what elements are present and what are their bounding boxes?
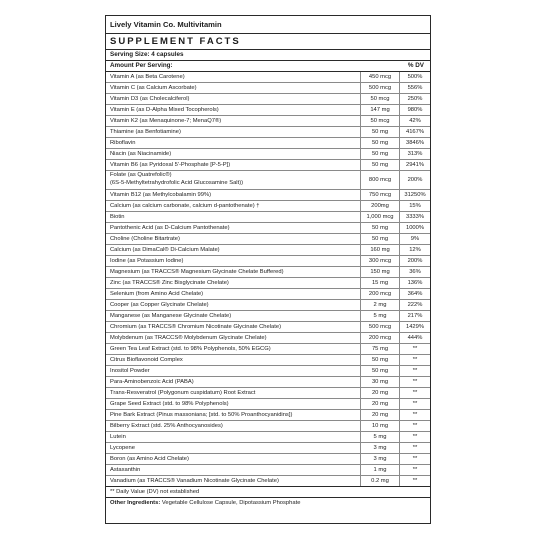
nutrient-row — [106, 311, 430, 322]
nutrient-amount: 20 mg — [360, 410, 400, 420]
nutrient-dv: 42% — [409, 118, 421, 124]
nutrient-dv: 364% — [407, 291, 423, 297]
nutrient-name-text: Molybdenum (as TRACCS® Molybdenum Glycinate Chelate) — [110, 335, 267, 341]
nutrient-name — [106, 454, 360, 464]
nutrient-amount: 200 mcg — [360, 289, 400, 299]
nutrient-amount: 300 mcg — [360, 256, 400, 266]
nutrient-amount: 450 mcg — [360, 72, 400, 82]
nutrient-dv: ** — [412, 467, 418, 473]
nutrient-name-text: Choline (Choline Bitartrate) — [110, 236, 180, 242]
nutrient-amount: 150 mg — [360, 267, 400, 277]
nutrient-dv: 36% — [409, 269, 421, 275]
nutrient-amount: 500 mcg — [360, 322, 400, 332]
nutrient-row — [106, 212, 430, 223]
nutrient-amount: 3 mg — [360, 443, 400, 453]
nutrient-name — [106, 289, 360, 299]
nutrient-row — [106, 399, 430, 410]
nutrient-row — [106, 278, 430, 289]
nutrient-name-text: Vitamin D3 (as Cholecalciferol) — [110, 96, 190, 102]
nutrient-dv: 313% — [407, 151, 423, 157]
nutrient-name-text: Citrus Bioflavonoid Complex — [110, 357, 183, 363]
dv-header: % DV — [407, 62, 424, 69]
nutrient-name — [106, 105, 360, 115]
nutrient-name-text: Pantothenic Acid (as D-Calcium Pantothenate) — [110, 225, 230, 231]
nutrient-name — [106, 160, 360, 170]
nutrient-name-text: Vitamin E (as D-Alpha Mixed Tocopherols) — [110, 107, 219, 113]
nutrient-name-text: Iodine (as Potassium Iodine) — [110, 258, 184, 264]
nutrient-name — [106, 366, 360, 376]
nutrient-row — [106, 190, 430, 201]
nutrient-name — [106, 245, 360, 255]
nutrient-dv: 980% — [407, 107, 423, 113]
nutrient-row — [106, 267, 430, 278]
nutrient-name-text: Boron (as Amino Acid Chelate) — [110, 456, 189, 462]
nutrient-name — [106, 234, 360, 244]
nutrient-name — [106, 171, 360, 189]
nutrient-amount: 50 mg — [360, 138, 400, 148]
nutrient-dv: 3333% — [405, 214, 425, 220]
nutrient-row — [106, 366, 430, 377]
nutrient-row — [106, 160, 430, 171]
nutrient-name-text: Selenium (from Amino Acid Chelate) — [110, 291, 204, 297]
nutrient-amount: 20 mg — [360, 388, 400, 398]
other-ingredients — [106, 498, 430, 508]
nutrient-amount: 3 mg — [360, 454, 400, 464]
nutrient-name — [106, 212, 360, 222]
nutrient-name-text: Calcium (as calcium carbonate, calcium d-pantothenate) † — [110, 203, 260, 209]
nutrient-row — [106, 289, 430, 300]
nutrient-amount: 1,000 mcg — [360, 212, 400, 222]
nutrient-amount: 0.2 mg — [360, 476, 400, 486]
nutrient-name-text: Lycopene — [110, 445, 135, 451]
nutrient-name-text: Riboflavin — [110, 140, 136, 146]
nutrient-row — [106, 333, 430, 344]
nutrient-name — [106, 322, 360, 332]
nutrient-row — [106, 171, 430, 190]
nutrient-name-text: Inositol Powder — [110, 368, 150, 374]
nutrient-row — [106, 410, 430, 421]
nutrient-name-text: Biotin — [110, 214, 125, 220]
nutrient-amount: 30 mg — [360, 377, 400, 387]
supplement-facts-panel — [105, 15, 431, 524]
nutrient-name — [106, 421, 360, 431]
nutrient-name-text: Manganese (as Manganese Glycinate Chelate) — [110, 313, 232, 319]
nutrient-amount: 5 mg — [360, 311, 400, 321]
nutrient-dv: 9% — [410, 236, 420, 242]
nutrient-name — [106, 355, 360, 365]
nutrient-amount: 500 mcg — [360, 83, 400, 93]
nutrient-row — [106, 116, 430, 127]
nutrient-name — [106, 94, 360, 104]
nutrient-name-text: Bilberry Extract (std. 25% Anthocyanosides) — [110, 423, 223, 429]
nutrient-dv: 217% — [407, 313, 423, 319]
nutrient-amount: 800 mcg — [360, 171, 400, 189]
nutrient-row — [106, 127, 430, 138]
nutrient-amount: 50 mg — [360, 366, 400, 376]
nutrient-name-text: Folate (as Quatrefolic®) — [110, 172, 172, 178]
nutrient-row — [106, 256, 430, 267]
nutrient-amount: 50 mg — [360, 234, 400, 244]
nutrient-name-text: Vitamin A (as Beta Carotene) — [110, 74, 185, 80]
nutrient-name-text: Grape Seed Extract (std. to 98% Polyphenols) — [110, 401, 229, 407]
nutrient-name — [106, 399, 360, 409]
nutrient-dv: ** — [412, 368, 418, 374]
nutrient-name — [106, 443, 360, 453]
nutrient-row — [106, 149, 430, 160]
nutrient-name-text: Para-Aminobenzoic Acid (PABA) — [110, 379, 194, 385]
amount-header-row — [106, 61, 430, 72]
nutrient-name-text: Chromium (as TRACCS® Chromium Nicotinate Glycinate Chelate) — [110, 324, 282, 330]
nutrient-row — [106, 72, 430, 83]
nutrient-name — [106, 83, 360, 93]
nutrient-dv: 250% — [407, 96, 423, 102]
serving-size: Serving Size: 4 capsules — [106, 50, 430, 61]
nutrient-name — [106, 388, 360, 398]
nutrient-dv: 136% — [407, 280, 423, 286]
nutrient-amount: 750 mcg — [360, 190, 400, 200]
nutrient-name — [106, 432, 360, 442]
nutrient-amount: 75 mg — [360, 344, 400, 354]
nutrient-dv: ** — [412, 445, 418, 451]
nutrient-name — [106, 344, 360, 354]
nutrient-name — [106, 465, 360, 475]
amount-per-serving-label: Amount Per Serving: — [110, 62, 173, 69]
nutrient-name-text: Thiamine (as Benfotiamine) — [110, 129, 181, 135]
nutrient-dv: ** — [412, 412, 418, 418]
product-title: Lively Vitamin Co. Multivitamin — [106, 16, 430, 34]
nutrient-row — [106, 344, 430, 355]
nutrient-dv: 1000% — [405, 225, 425, 231]
nutrient-name — [106, 138, 360, 148]
nutrient-dv: 2941% — [405, 162, 425, 168]
nutrient-row — [106, 94, 430, 105]
nutrient-row — [106, 355, 430, 366]
nutrient-dv: ** — [412, 423, 418, 429]
nutrient-name-text: Vitamin B12 (as Methylcobalamin 99%) — [110, 192, 212, 198]
nutrient-amount: 20 mg — [360, 399, 400, 409]
nutrient-row — [106, 83, 430, 94]
nutrient-name-text: Vanadium (as TRACCS® Vanadium Nicotinate Glycinate Chelate) — [110, 478, 279, 484]
nutrient-name — [106, 149, 360, 159]
nutrient-name — [106, 311, 360, 321]
nutrient-name-text: Trans-Resveratrol (Polygonum cuspidatum) Root Extract — [110, 390, 256, 396]
nutrient-row — [106, 223, 430, 234]
nutrient-row — [106, 245, 430, 256]
nutrient-amount: 200mg — [360, 201, 400, 211]
nutrient-amount: 50 mg — [360, 160, 400, 170]
nutrient-name — [106, 267, 360, 277]
nutrient-dv: 3846% — [405, 140, 425, 146]
nutrient-dv: ** — [412, 390, 418, 396]
nutrient-name — [106, 116, 360, 126]
nutrient-name — [106, 410, 360, 420]
nutrient-amount: 15 mg — [360, 278, 400, 288]
panel-heading: SUPPLEMENT FACTS — [106, 34, 430, 50]
nutrient-name — [106, 201, 360, 211]
daily-value-footnote: ** Daily Value (DV) not established — [106, 487, 430, 498]
nutrient-row — [106, 432, 430, 443]
nutrient-dv: 12% — [409, 247, 421, 253]
nutrient-dv: 31250% — [404, 192, 426, 198]
nutrient-dv: 4167% — [405, 129, 425, 135]
nutrient-name — [106, 333, 360, 343]
nutrient-dv: 1429% — [405, 324, 425, 330]
nutrient-amount: 5 mg — [360, 432, 400, 442]
nutrient-row — [106, 454, 430, 465]
other-ingredients-text: Vegetable Cellulose Capsule, Dipotassium Phosphate — [160, 500, 301, 506]
nutrient-name — [106, 476, 360, 486]
nutrient-amount: 147 mg — [360, 105, 400, 115]
nutrient-dv: ** — [412, 379, 418, 385]
nutrient-name — [106, 256, 360, 266]
nutrient-name — [106, 377, 360, 387]
nutrient-amount: 50 mg — [360, 127, 400, 137]
nutrient-amount: 160 mg — [360, 245, 400, 255]
nutrient-row — [106, 138, 430, 149]
nutrient-name-text: Lutein — [110, 434, 126, 440]
nutrient-row — [106, 443, 430, 454]
nutrient-row — [106, 388, 430, 399]
nutrient-name-text: Niacin (as Niacinamide) — [110, 151, 172, 157]
nutrient-name-text: Vitamin C (as Calcium Ascorbate) — [110, 85, 197, 91]
nutrient-name-text: Vitamin K2 (as Menaquinone-7; MenaQ7®) — [110, 118, 222, 124]
nutrient-dv: 444% — [407, 335, 423, 341]
nutrient-dv: 200% — [407, 177, 423, 183]
nutrient-name — [106, 72, 360, 82]
other-ingredients-label: Other Ingredients: — [110, 500, 161, 506]
nutrient-dv: 500% — [407, 74, 423, 80]
nutrient-name — [106, 278, 360, 288]
nutrient-amount: 50 mg — [360, 355, 400, 365]
nutrient-amount: 50 mcg — [360, 94, 400, 104]
nutrient-table — [106, 72, 430, 487]
nutrient-dv: ** — [412, 346, 418, 352]
nutrient-dv: ** — [412, 357, 418, 363]
nutrient-name-text: Calcium (as DimaCal® Di-Calcium Malate) — [110, 247, 220, 253]
nutrient-dv: ** — [412, 401, 418, 407]
nutrient-row — [106, 476, 430, 487]
nutrient-name-line2: (6S-5-Methyltetrahydrofolic Acid Glucosamine Salt)) — [110, 179, 244, 186]
nutrient-name-text: Pine Bark Extract (Pinus massoniana; [std. to 50% Proanthocyanidins]) — [110, 412, 293, 418]
nutrient-dv: ** — [412, 478, 418, 484]
nutrient-dv: 556% — [407, 85, 423, 91]
nutrient-dv: 222% — [407, 302, 423, 308]
nutrient-name — [106, 223, 360, 233]
nutrient-amount: 200 mcg — [360, 333, 400, 343]
nutrient-amount: 10 mg — [360, 421, 400, 431]
nutrient-name-text: Vitamin B6 (as Pyridoxal 5'-Phosphate [P-5-P]) — [110, 162, 231, 168]
nutrient-dv: 200% — [407, 258, 423, 264]
nutrient-row — [106, 465, 430, 476]
nutrient-dv: 15% — [409, 203, 421, 209]
nutrient-row — [106, 300, 430, 311]
nutrient-name-text: Magnesium (as TRACCS® Magnesium Glycinate Chelate Buffered) — [110, 269, 284, 275]
nutrient-amount: 50 mg — [360, 149, 400, 159]
nutrient-row — [106, 421, 430, 432]
nutrient-amount: 50 mcg — [360, 116, 400, 126]
nutrient-name-text: Green Tea Leaf Extract (std. to 98% Polyphenols, 50% EGCG) — [110, 346, 271, 352]
nutrient-name-text: Astaxanthin — [110, 467, 141, 473]
nutrient-name — [106, 190, 360, 200]
nutrient-row — [106, 105, 430, 116]
nutrient-amount: 2 mg — [360, 300, 400, 310]
nutrient-dv: ** — [412, 434, 418, 440]
nutrient-name-text: Zinc (as TRACCS® Zinc Bisglycinate Chelate) — [110, 280, 229, 286]
nutrient-amount: 1 mg — [360, 465, 400, 475]
nutrient-name — [106, 300, 360, 310]
nutrient-row — [106, 201, 430, 212]
nutrient-row — [106, 377, 430, 388]
nutrient-row — [106, 234, 430, 245]
nutrient-amount: 50 mg — [360, 223, 400, 233]
nutrient-row — [106, 322, 430, 333]
nutrient-dv: ** — [412, 456, 418, 462]
nutrient-name-text: Cooper (as Copper Glycinate Chelate) — [110, 302, 209, 308]
nutrient-name — [106, 127, 360, 137]
